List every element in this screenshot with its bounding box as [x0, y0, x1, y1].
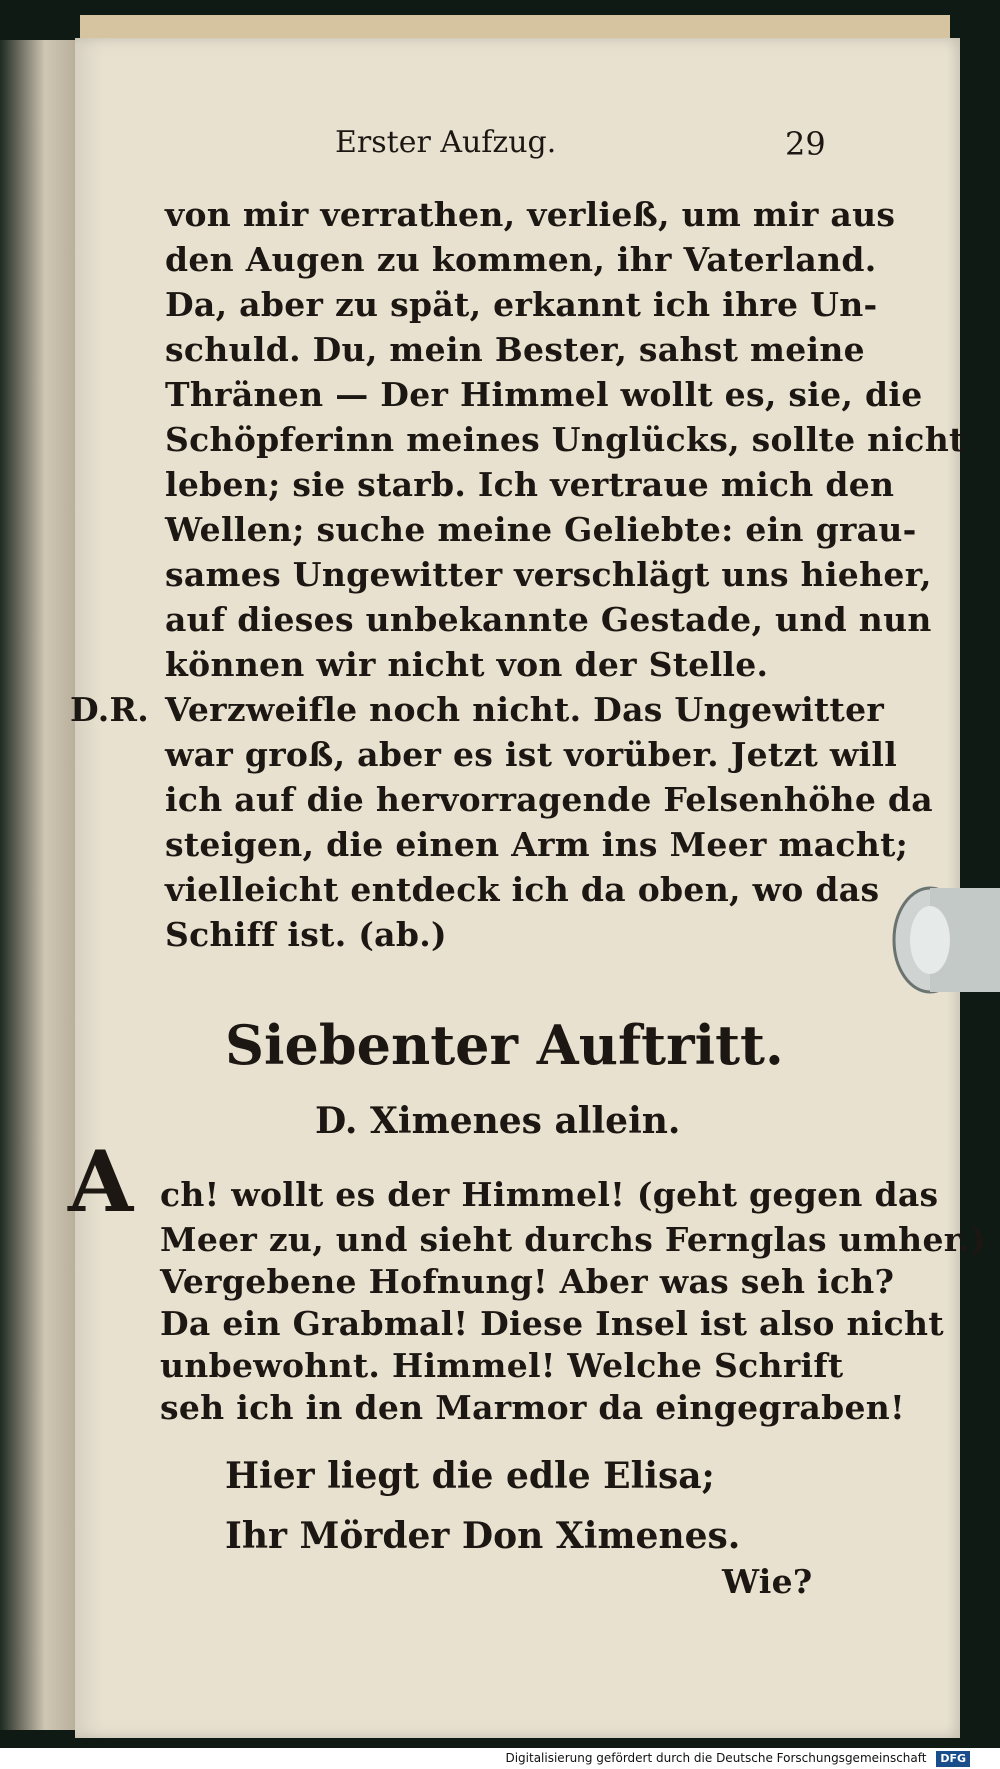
- speech-line: Verzweifle noch nicht. Das Ungewitter: [165, 690, 885, 729]
- speaker-label: D.R.: [70, 690, 150, 729]
- speech-line: war groß, aber es ist vorüber. Jetzt will: [165, 735, 898, 774]
- speech-line: ich auf die hervorragende Felsenhöhe da: [165, 780, 933, 819]
- speech-line: Schiff ist. (ab.): [165, 915, 447, 954]
- body-line: Thränen — Der Himmel wollt es, sie, die: [165, 375, 923, 414]
- drop-cap: A: [68, 1132, 134, 1231]
- page-top-edge: [80, 15, 950, 40]
- body-line: Da, aber zu spät, erkannt ich ihre Un-: [165, 285, 878, 324]
- body-line: von mir verrathen, verließ, um mir aus: [165, 195, 896, 234]
- footer-text: Digitalisierung gefördert durch die Deutsche Forschungsgemeinschaft: [505, 1751, 927, 1765]
- scene-heading: Siebenter Auftritt.: [225, 1013, 784, 1077]
- scene-subheading: D. Ximenes allein.: [315, 1100, 681, 1142]
- scene-line: Vergebene Hofnung! Aber was seh ich?: [160, 1262, 895, 1301]
- left-page-edge: [0, 40, 75, 1730]
- body-line: auf dieses unbekannte Gestade, und nun: [165, 600, 932, 639]
- speech-line: steigen, die einen Arm ins Meer macht;: [165, 825, 909, 864]
- dfg-logo: DFG: [936, 1751, 970, 1767]
- scene-line: seh ich in den Marmor da eingegraben!: [160, 1388, 905, 1427]
- body-line: sames Ungewitter verschlägt uns hieher,: [165, 555, 932, 594]
- running-title: Erster Aufzug.: [335, 125, 557, 160]
- digitization-footer: [0, 1748, 1000, 1769]
- body-line: Schöpferinn meines Unglücks, sollte nicht: [165, 420, 965, 459]
- scene-line: unbewohnt. Himmel! Welche Schrift: [160, 1346, 844, 1385]
- inscription-line: Hier liegt die edle Elisa;: [225, 1455, 715, 1497]
- body-line: schuld. Du, mein Bester, sahst meine: [165, 330, 865, 369]
- body-line: können wir nicht von der Stelle.: [165, 645, 769, 684]
- speech-line: vielleicht entdeck ich da oben, wo das: [165, 870, 880, 909]
- body-line: den Augen zu kommen, ihr Vaterland.: [165, 240, 877, 279]
- body-line: leben; sie starb. Ich vertraue mich den: [165, 465, 895, 504]
- scene-line: Da ein Grabmal! Diese Insel ist also nicht: [160, 1304, 944, 1343]
- inscription-line: Ihr Mörder Don Ximenes.: [225, 1515, 741, 1557]
- page-number: 29: [785, 125, 826, 163]
- scene-first-line: ch! wollt es der Himmel! (geht gegen das: [160, 1175, 939, 1214]
- body-line: Wellen; suche meine Geliebte: ein grau-: [165, 510, 917, 549]
- scene-line: Meer zu, und sieht durchs Fernglas umher.): [160, 1220, 987, 1259]
- page-clip: [890, 880, 1000, 1000]
- catchword: Wie?: [722, 1562, 813, 1601]
